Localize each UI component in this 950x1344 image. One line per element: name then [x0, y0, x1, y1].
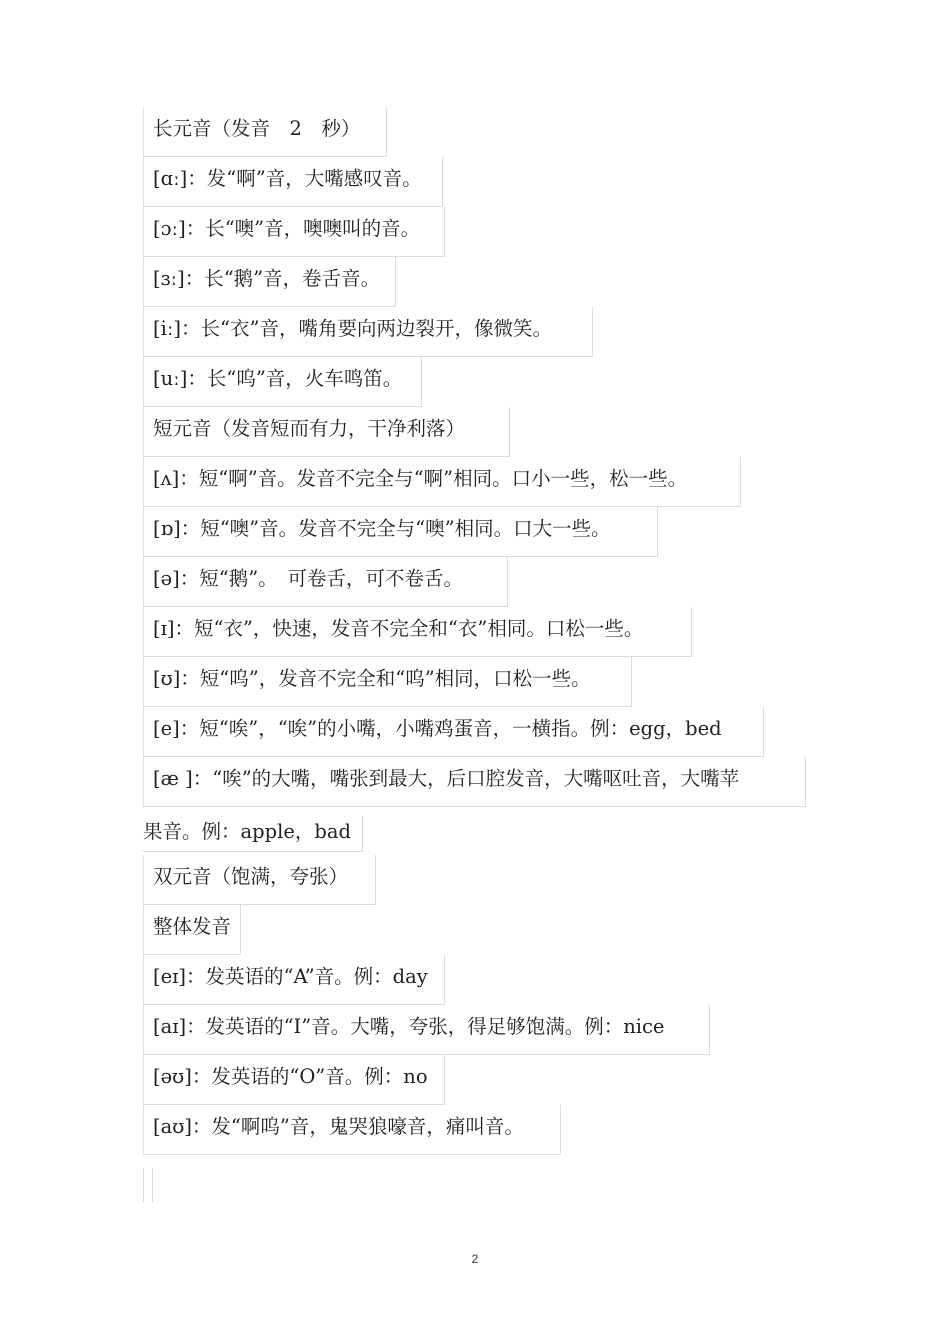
- vowel-line-o-long: [ɔː]：长“噢”音，噢噢叫的音。: [143, 207, 445, 257]
- vowel-line-a-long: [ɑː]：发“啊”音，大嘴感叹音。: [143, 157, 443, 207]
- heading-whole-pronunciation: 整体发音: [143, 905, 241, 955]
- empty-paragraph-marker: [143, 1168, 153, 1202]
- diphthong-line-au: [aʊ]：发“啊呜”音，鬼哭狼嚎音，痛叫音。: [143, 1105, 561, 1155]
- vowel-line-uh-short: [ʌ]：短“啊”音。发音不完全与“啊”相同。口小一些，松一些。: [143, 457, 741, 507]
- vowel-line-i-long: [iː]：长“衣”音，嘴角要向两边裂开，像微笑。: [143, 307, 593, 357]
- heading-long-vowels: 长元音（发音 2 秒）: [143, 107, 387, 157]
- vowel-line-e-short: [e]：短“唉”，“唉”的小嘴，小嘴鸡蛋音，一横指。例：egg，bed: [143, 707, 764, 757]
- diphthong-line-ou: [əʊ]：发英语的“O”音。例：no: [143, 1055, 445, 1105]
- vowel-line-i-short: [ɪ]：短“衣”，快速，发音不完全和“衣”相同。口松一些。: [143, 607, 692, 657]
- heading-diphthongs: 双元音（饱满，夸张）: [143, 855, 376, 905]
- diphthong-line-ei: [eɪ]：发英语的“A”音。例：day: [143, 955, 445, 1005]
- vowel-line-u-long: [uː]：长“呜”音，火车鸣笛。: [143, 357, 422, 407]
- vowel-line-ae-short: [æ ]：“唉”的大嘴，嘴张到最大，后口腔发音，大嘴呕吐音，大嘴苹: [143, 757, 806, 807]
- vowel-line-o-short: [ɒ]：短“噢”音。发音不完全与“噢”相同。口大一些。: [143, 507, 658, 557]
- vowel-line-er-long: [ɜː]：长“鹅”音，卷舌音。: [143, 257, 396, 307]
- vowel-line-u-short: [ʊ]：短“呜”，发音不完全和“呜”相同，口松一些。: [143, 657, 632, 707]
- page-number: 2: [471, 1252, 479, 1266]
- diphthong-line-ai: [aɪ]：发英语的“I”音。大嘴，夸张，得足够饱满。例：nice: [143, 1005, 710, 1055]
- heading-short-vowels: 短元音（发音短而有力，干净利落）: [143, 407, 510, 457]
- vowel-line-ae-short-continued: 果音。例：apple，bad: [143, 816, 363, 852]
- vowel-line-schwa: [ə]：短“鹅”。 可卷舌，可不卷舌。: [143, 557, 508, 607]
